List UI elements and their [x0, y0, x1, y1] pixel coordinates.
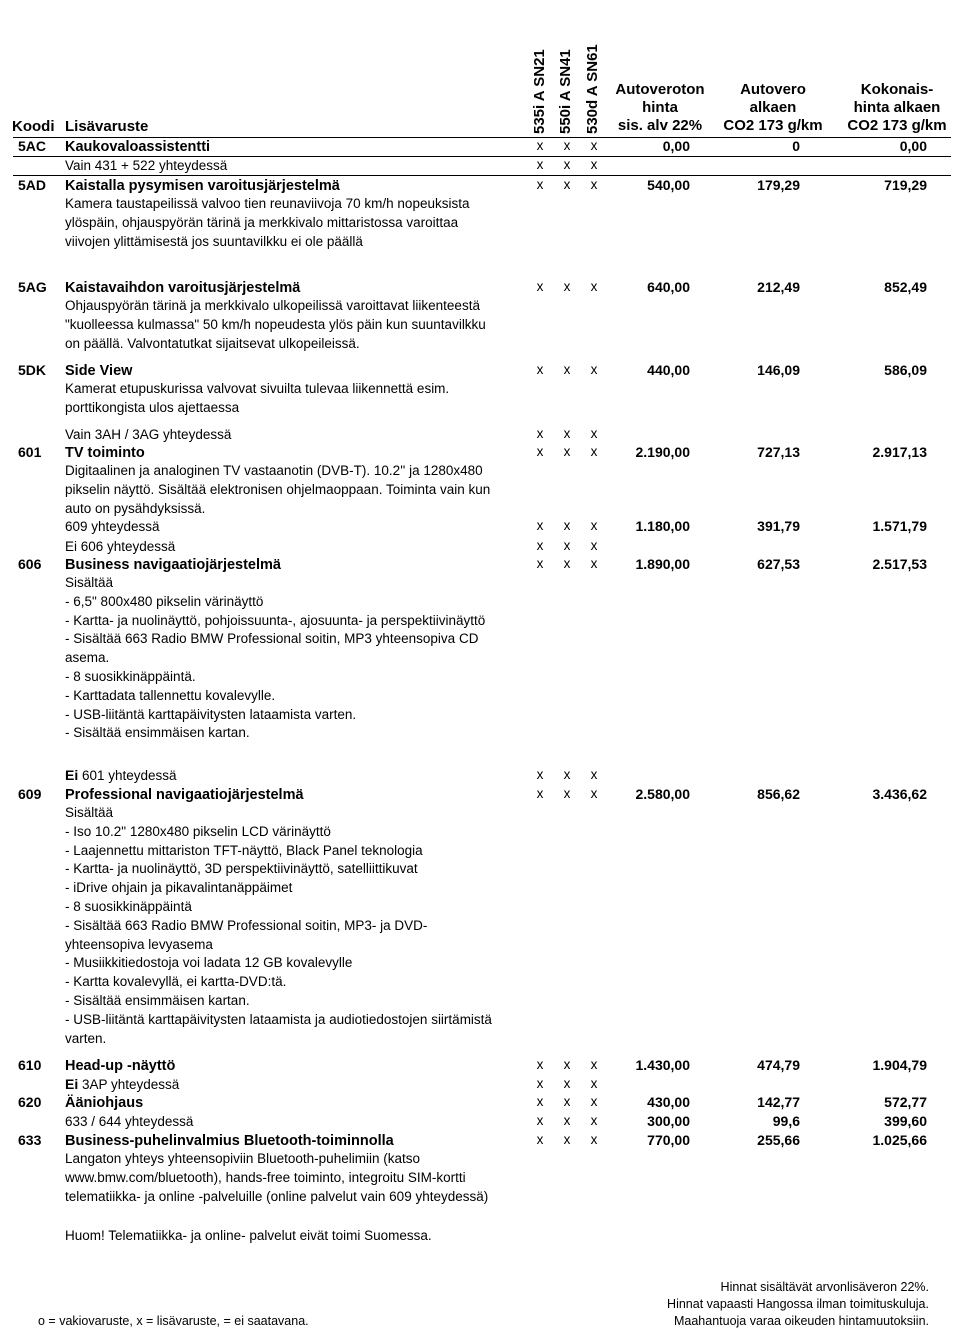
availability-mark: x [536, 426, 544, 441]
price-autovero: 142,77 [757, 1094, 800, 1110]
availability-mark: x [536, 138, 544, 153]
row-title-plain: Ei 606 yhteydessä [65, 539, 176, 554]
availability-mark: x [590, 518, 598, 533]
availability-mark: x [563, 556, 571, 571]
row-title-plain: 633 / 644 yhteydessä [65, 1114, 194, 1129]
table-rule [13, 175, 951, 176]
row-description-line: Kamerat etupuskurissa valvovat sivuilta tulevaa liikennettä esim. [65, 381, 450, 396]
footer-note-1: Hinnat sisältävät arvonlisäveron 22%. [720, 1280, 929, 1294]
row-description-line: on päällä. Valvontatutkat sijaitsevat ulkopeileissä. [65, 335, 360, 351]
availability-mark: x [536, 786, 544, 801]
price-autovero: 179,29 [757, 177, 800, 193]
price-autoveroton: 1.180,00 [635, 518, 690, 534]
row-title-bold: Kaukovaloassistentti [65, 139, 211, 155]
availability-mark: x [536, 556, 544, 571]
row-description-line: varten. [65, 1030, 107, 1046]
price-autoveroton: 440,00 [647, 362, 690, 378]
row-title-bold: Head-up -näyttö [65, 1058, 176, 1074]
header-koodi: Koodi [12, 118, 55, 135]
price-autoveroton: 770,00 [647, 1132, 690, 1148]
price-kokonais: 572,77 [884, 1094, 927, 1110]
row-title [65, 1076, 179, 1092]
availability-mark: x [563, 138, 571, 153]
availability-mark: x [563, 1094, 571, 1109]
row-code: 5AG [18, 279, 47, 295]
row-code: 606 [18, 556, 42, 572]
price-autoveroton: 430,00 [647, 1094, 690, 1110]
availability-mark: x [563, 157, 571, 172]
availability-mark: x [590, 1076, 598, 1091]
availability-mark: x [536, 538, 544, 553]
row-description-line: viivojen ylittämisestä jos suuntavilkku ei ole päällä [65, 233, 363, 249]
price-kokonais: 2.917,13 [872, 444, 927, 460]
price-autoveroton: 640,00 [647, 279, 690, 295]
row-title [65, 786, 304, 803]
price-autovero: 146,09 [757, 362, 800, 378]
row-title [65, 1132, 394, 1149]
price-autovero: 474,79 [757, 1057, 800, 1073]
availability-mark: x [536, 1076, 544, 1091]
row-code: 620 [18, 1094, 42, 1110]
availability-mark: x [563, 1057, 571, 1072]
row-code: 5DK [18, 362, 47, 378]
header-lisavaruste: Lisävaruste [65, 118, 149, 135]
availability-mark: x [590, 1113, 598, 1128]
row-description-line: telematiikka- ja online -palveluille (online palvelut vain 609 yhteydessä) [65, 1188, 489, 1204]
row-description-line: Ohjauspyörän tärinä ja merkkivalo ulkopeilissä varoittavat liikenteestä [65, 298, 480, 313]
availability-mark: x [590, 538, 598, 553]
availability-mark: x [590, 362, 598, 377]
availability-mark: x [590, 138, 598, 153]
row-description-line: Langaton yhteys yhteensopiviin Bluetooth-puhelimiin (katso [65, 1151, 420, 1166]
availability-mark: x [590, 177, 598, 192]
price-autoveroton: 300,00 [647, 1113, 690, 1129]
row-title [65, 279, 300, 296]
row-title [65, 177, 340, 194]
row-title [65, 1227, 432, 1243]
price-autovero: 856,62 [757, 786, 800, 802]
row-description-line: - iDrive ohjain ja pikavalintanäppäimet [65, 880, 293, 896]
row-title [65, 362, 132, 379]
row-description-line: - USB-liitäntä karttapäivitysten lataamista varten. [65, 706, 357, 722]
availability-mark: x [590, 786, 598, 801]
row-description-line: Sisältää [65, 805, 114, 820]
row-description-line: Sisältää [65, 575, 114, 590]
row-title-bold: TV toiminto [65, 445, 145, 461]
row-title [65, 444, 145, 461]
price-autovero: 212,49 [757, 279, 800, 295]
header-model-2: 550i A SN41 [557, 49, 574, 134]
availability-mark: x [563, 1113, 571, 1128]
row-title [65, 556, 281, 573]
availability-mark: x [563, 767, 571, 782]
price-kokonais: 719,29 [884, 177, 927, 193]
row-description-line: - Musiikkitiedostoja voi ladata 12 GB kovalevylle [65, 955, 353, 971]
availability-mark: x [590, 556, 598, 571]
price-kokonais: 852,49 [884, 279, 927, 295]
row-title-bold: Ei [65, 767, 79, 783]
row-title [65, 1094, 143, 1111]
row-description-line: ylöspäin, ohjauspyörän tärinä ja merkkivalo mittaristossa varoittaa [65, 214, 459, 230]
price-kokonais: 586,09 [884, 362, 927, 378]
price-autovero: 255,66 [757, 1132, 800, 1148]
price-autovero: 99,6 [772, 1113, 800, 1129]
availability-mark: x [536, 362, 544, 377]
row-title-bold: Kaistavaihdon varoitusjärjestelmä [65, 280, 301, 296]
availability-mark: x [563, 279, 571, 294]
row-description-line: - Karttadata tallennettu kovalevylle. [65, 687, 276, 703]
row-description-line: - Kartta- ja nuolinäyttö, 3D perspektiivinäyttö, satelliittikuvat [65, 861, 418, 877]
row-title [65, 157, 227, 173]
row-title-bold: Professional navigaatiojärjestelmä [65, 787, 304, 803]
availability-mark: x [563, 1132, 571, 1147]
header-kokonais: Kokonais- hinta alkaen CO2 173 g/km [847, 81, 947, 134]
availability-mark: x [563, 177, 571, 192]
row-description-line: - Sisältää 663 Radio BMW Professional soitin, MP3 yhteensopiva CD [65, 631, 479, 647]
row-title-bold: Side View [65, 363, 133, 379]
availability-mark: x [563, 362, 571, 377]
row-code: 633 [18, 1132, 42, 1148]
header-model-3: 530d A SN61 [584, 44, 601, 134]
price-kokonais: 1.025,66 [872, 1132, 927, 1148]
availability-mark: x [536, 157, 544, 172]
row-description-line: - USB-liitäntä karttapäivitysten lataamista ja audiotiedostojen siirtämistä [65, 1011, 492, 1027]
row-title-bold: Business navigaatiojärjestelmä [65, 557, 281, 573]
availability-mark: x [563, 518, 571, 533]
price-autovero: 0 [792, 138, 800, 154]
footer-legend: o = vakiovaruste, x = lisävaruste, = ei saatavana. [38, 1314, 309, 1328]
row-title-bold: Ei [65, 1076, 79, 1092]
price-kokonais: 2.517,53 [872, 556, 927, 572]
row-code: 610 [18, 1057, 42, 1073]
price-autoveroton: 0,00 [662, 138, 690, 154]
row-title [65, 1057, 175, 1074]
availability-mark: x [563, 1076, 571, 1091]
row-description-line: - Kartta- ja nuolinäyttö, pohjoissuunta-, ajosuunta- ja perspektiivinäyttö [65, 612, 486, 628]
header-autovero: Autovero alkaen CO2 173 g/km [723, 81, 823, 134]
row-title-bold: Business-puhelinvalmius Bluetooth-toiminnolla [65, 1133, 394, 1149]
row-description-line: asema. [65, 650, 110, 666]
row-description-line: Digitaalinen ja analoginen TV vastaanotin (DVB-T). 10.2'' ja 1280x480 [65, 463, 483, 478]
availability-mark: x [536, 279, 544, 294]
price-autoveroton: 1.890,00 [635, 556, 690, 572]
row-description-line: - 6,5" 800x480 pikselin värinäyttö [65, 593, 264, 609]
price-autoveroton: 540,00 [647, 177, 690, 193]
availability-mark: x [590, 157, 598, 172]
price-kokonais: 1.571,79 [872, 518, 927, 534]
row-description-line: - Sisältää ensimmäisen kartan. [65, 725, 250, 741]
price-kokonais: 0,00 [899, 138, 927, 154]
price-kokonais: 399,60 [884, 1113, 927, 1129]
row-code: 601 [18, 444, 42, 460]
row-code: 5AD [18, 177, 47, 193]
row-description-line: - 8 suosikkinäppäintä [65, 899, 192, 914]
availability-mark: x [590, 426, 598, 441]
row-description-line: yhteensopiva levyasema [65, 936, 213, 952]
availability-mark: x [536, 444, 544, 459]
price-kokonais: 1.904,79 [872, 1057, 927, 1073]
header-autoveroton: Autoveroton hinta sis. alv 22% [615, 81, 705, 134]
row-description-line: - 8 suosikkinäppäintä. [65, 669, 196, 684]
row-title [65, 538, 175, 554]
row-title-plain: 609 yhteydessä [65, 519, 160, 534]
price-autoveroton: 1.430,00 [635, 1057, 690, 1073]
row-code: 609 [18, 786, 42, 802]
row-description-line: "kuolleessa kulmassa" 50 km/h nopeudesta ylös päin kun suuntavilkku [65, 316, 486, 332]
row-description-line: - Sisältää 663 Radio BMW Professional soitin, MP3- ja DVD- [65, 917, 428, 933]
row-title-plain: Huom! Telematiikka- ja online- palvelut eivät toimi Suomessa. [65, 1228, 432, 1243]
row-title [65, 138, 210, 155]
row-description-line: - Sisältää ensimmäisen kartan. [65, 993, 250, 1008]
row-title-plain: Vain 431 + 522 yhteydessä [65, 158, 228, 173]
price-autoveroton: 2.190,00 [635, 444, 690, 460]
row-description-line: porttikongista ulos ajettaessa [65, 399, 240, 415]
row-description-line: - Iso 10.2" 1280x480 pikselin LCD värinäyttö [65, 823, 331, 839]
row-title [65, 426, 231, 442]
price-autovero: 727,13 [757, 444, 800, 460]
row-description-line: Kamera taustapeilissä valvoo tien reunaviivoja 70 km/h nopeuksista [65, 196, 470, 211]
availability-mark: x [590, 1057, 598, 1072]
row-title-bold: Ääniohjaus [65, 1095, 144, 1111]
row-title [65, 1113, 193, 1129]
availability-mark: x [536, 1132, 544, 1147]
footer-note-3: Maahantuoja varaa oikeuden hintamuutoksiin. [673, 1314, 929, 1328]
availability-mark: x [536, 1113, 544, 1128]
availability-mark: x [590, 767, 598, 782]
availability-mark: x [590, 1132, 598, 1147]
availability-mark: x [536, 1094, 544, 1109]
row-description-line: www.bmw.com/bluetooth), hands-free toiminto, integroitu SIM-kortti [65, 1169, 466, 1185]
row-title-plain: Vain 3AH / 3AG yhteydessä [65, 427, 232, 442]
availability-mark: x [590, 444, 598, 459]
availability-mark: x [563, 786, 571, 801]
price-kokonais: 3.436,62 [872, 786, 927, 802]
row-description-line: auto on pysähdyksissä. [65, 500, 206, 516]
availability-mark: x [590, 1094, 598, 1109]
header-model-1: 535i A SN21 [531, 49, 548, 134]
price-autoveroton: 2.580,00 [635, 786, 690, 802]
availability-mark: x [536, 767, 544, 782]
row-description-line: pikselin näyttö. Sisältää elektronisen ohjelmaoppaan. Toiminta vain kun [65, 481, 491, 497]
row-title [65, 518, 160, 534]
row-title [65, 767, 177, 783]
row-title-bold: Kaistalla pysymisen varoitusjärjestelmä [65, 178, 340, 194]
footer-note-2: Hinnat vapaasti Hangossa ilman toimituskuluja. [667, 1297, 929, 1311]
availability-mark: x [536, 1057, 544, 1072]
row-description-line: - Kartta kovalevyllä, ei kartta-DVD:tä. [65, 974, 287, 990]
price-autovero: 627,53 [757, 556, 800, 572]
availability-mark: x [590, 279, 598, 294]
row-title-plain: 601 yhteydessä [78, 768, 177, 783]
availability-mark: x [536, 177, 544, 192]
row-code: 5AC [18, 138, 47, 154]
row-title-plain: 3AP yhteydessä [78, 1077, 180, 1092]
row-description-line: - Laajennettu mittariston TFT-näyttö, Black Panel teknologia [65, 842, 423, 858]
price-autovero: 391,79 [757, 518, 800, 534]
availability-mark: x [536, 518, 544, 533]
availability-mark: x [563, 426, 571, 441]
availability-mark: x [563, 444, 571, 459]
availability-mark: x [563, 538, 571, 553]
